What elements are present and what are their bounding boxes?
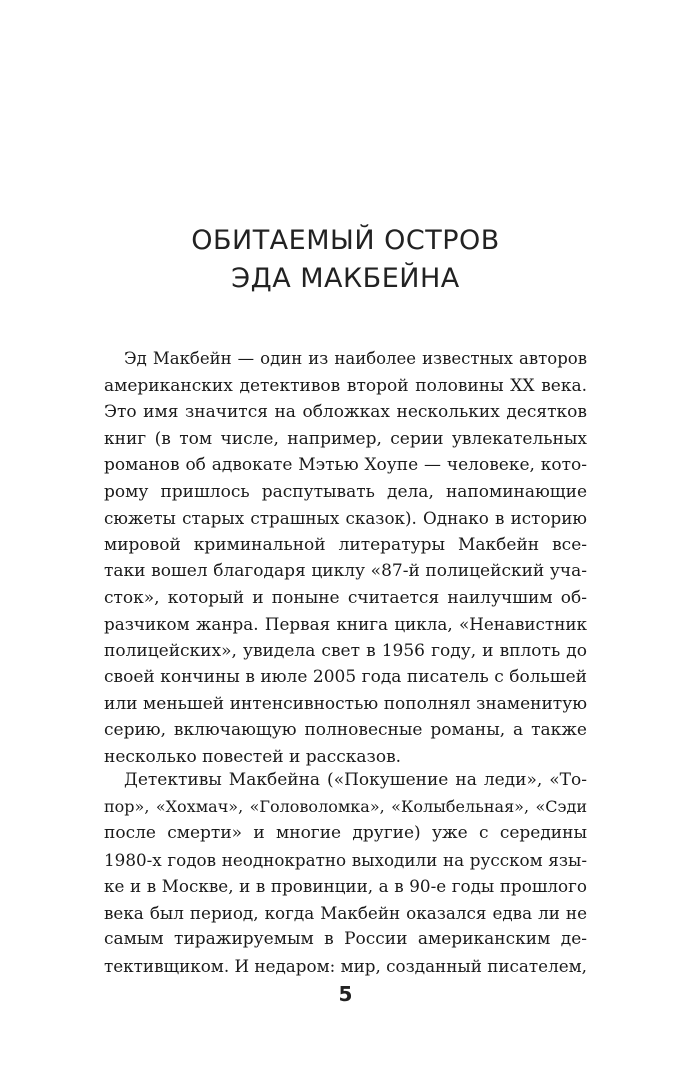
text-line: сток», который и поныне считается наилучшим об- [104, 587, 587, 608]
text-line: ке и в Москве, и в провинции, а в 90-е годы прошлого [104, 876, 587, 896]
chapter-title [0, 222, 691, 298]
text-line: века был период, когда Макбейн оказался едва ли не [104, 902, 587, 923]
text-line: после смерти» и многие другие) уже с середины [104, 823, 587, 843]
paragraph-1 [104, 346, 587, 770]
text-line: рому пришлось распутывать дела, напоминающие [104, 481, 587, 502]
text-line: самым тиражируемым в России американским де- [104, 929, 587, 949]
text-line: полицейских», увидела свет в 1956 году, и вплоть до [104, 640, 587, 661]
text-line: сюжеты старых страшных сказок). Однако в историю [104, 508, 587, 528]
text-line: мировой криминальной литературы Макбейн все- [104, 534, 587, 555]
text-line: разчиком жанра. Первая книга цикла, «Ненавистник [104, 614, 587, 634]
text-line: несколько повестей и рассказов. [104, 746, 402, 767]
chapter-title-line-1: ОБИТАЕМЫЙ ОСТРОВ [191, 225, 500, 256]
text-line: тективщиком. И недаром: мир, созданный писателем, [104, 955, 587, 976]
text-line: пор», «Хохмач», «Головоломка», «Колыбельная», «Сэди [104, 796, 587, 816]
text-line: американских детективов второй половины XX века. [104, 375, 587, 396]
chapter-title-line-2: ЭДА МАКБЕЙНА [231, 263, 460, 294]
text-line: таки вошел благодаря циклу «87-й полицейский уча- [104, 561, 587, 581]
text-line: книг (в том числе, например, серии увлекательных [104, 428, 587, 449]
text-line: Эд Макбейн — один из наиболее известных авторов [124, 349, 587, 368]
text-line: 1980-х годов неоднократно выходили на русском язы- [104, 849, 587, 870]
page-number: 5 [338, 982, 353, 1006]
paragraph-2 [104, 767, 587, 979]
text-line: романов об адвокате Мэтью Хоупе — человеке, кото- [104, 455, 587, 475]
text-line: серию, включающую полновесные романы, а также [104, 720, 587, 740]
text-line: своей кончины в июле 2005 года писатель с большей [104, 667, 587, 687]
text-line: или меньшей интенсивностью пополнял знаменитую [104, 693, 587, 714]
text-line: Детективы Макбейна («Покушение на леди», «То- [124, 770, 587, 790]
text-line: Это имя значится на обложках нескольких десятков [104, 402, 587, 422]
